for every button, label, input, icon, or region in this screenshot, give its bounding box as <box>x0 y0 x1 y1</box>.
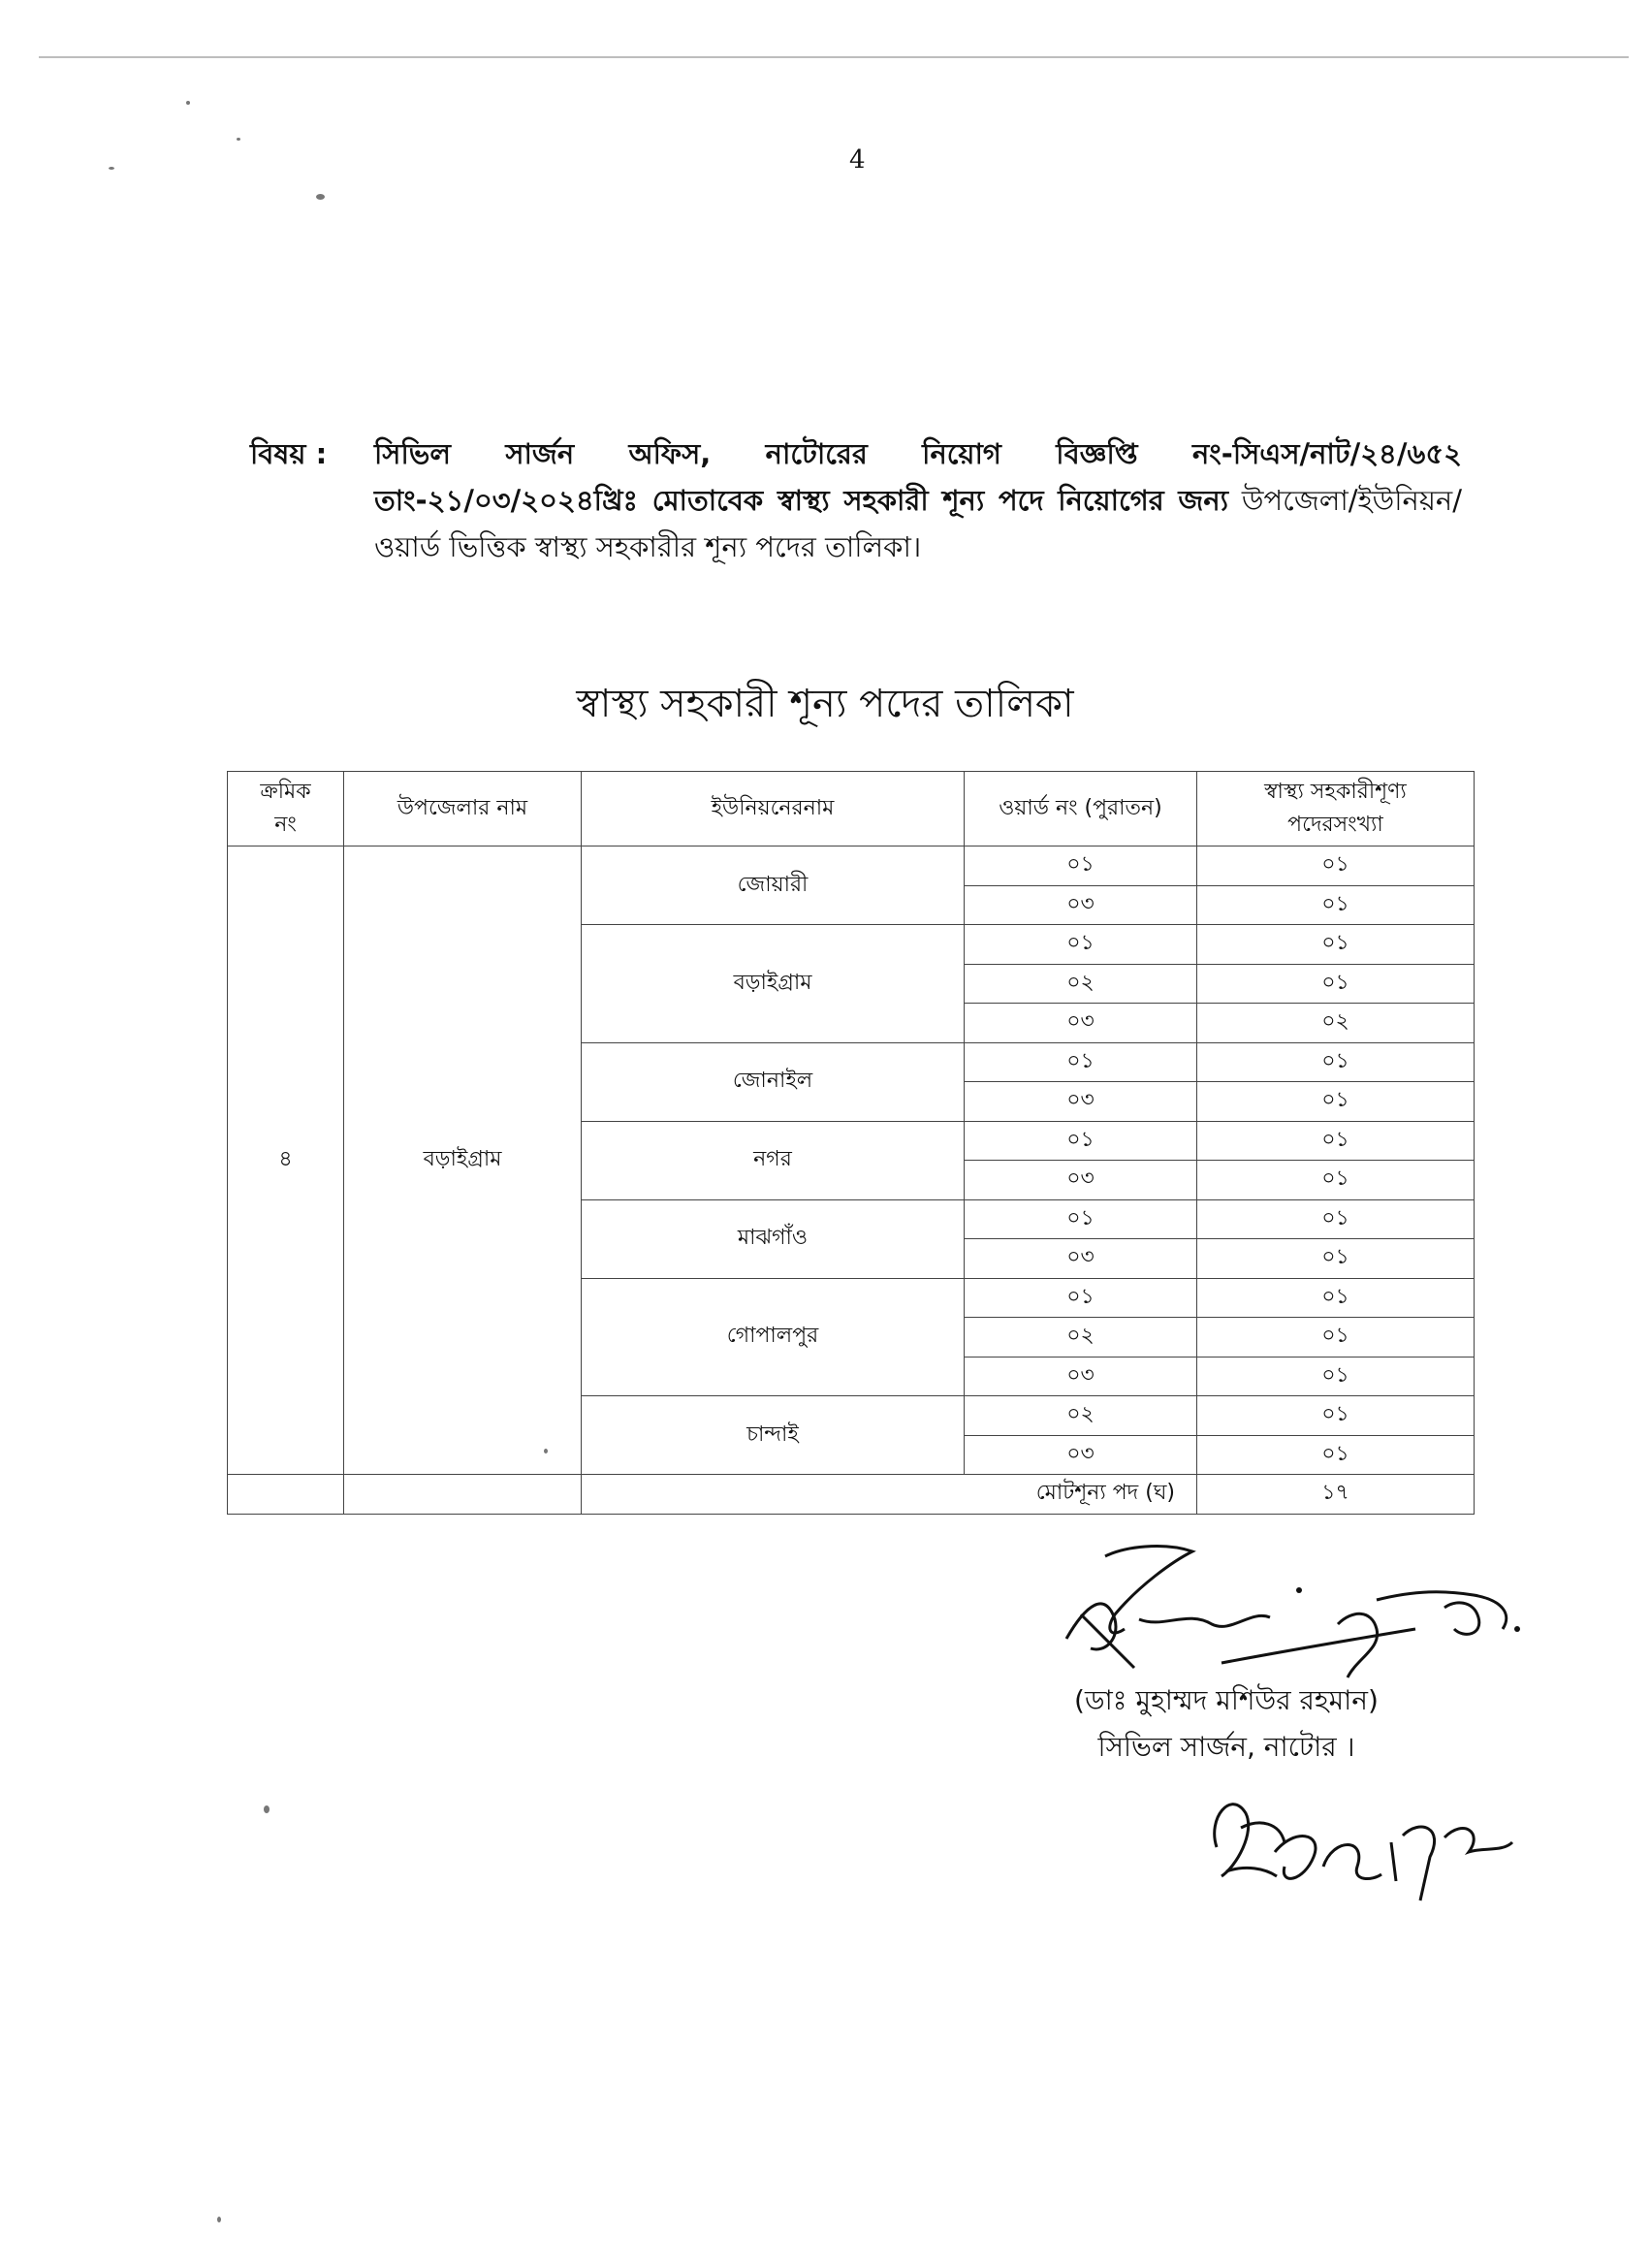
vacancy-count-cell: ০১ <box>1197 1239 1475 1279</box>
scan-speck <box>109 167 114 170</box>
vacancy-count-cell: ০১ <box>1197 1318 1475 1358</box>
ward-cell: ০১ <box>965 1121 1197 1161</box>
signatory-block <box>1023 1677 1430 1771</box>
vacancy-count-cell: ০১ <box>1197 1357 1475 1396</box>
vacancy-count-cell: ০১ <box>1197 925 1475 965</box>
vacancy-count-cell: ০১ <box>1197 1121 1475 1161</box>
vacancy-count-cell: ০১ <box>1197 1199 1475 1239</box>
header-vacancy <box>1197 772 1475 847</box>
ward-cell: ০৩ <box>965 1161 1197 1200</box>
ward-cell: ০৩ <box>965 1239 1197 1279</box>
ward-cell: ০৩ <box>965 1435 1197 1475</box>
subject-body <box>374 431 1462 570</box>
union-name-cell: নগর <box>582 1121 965 1199</box>
subject-text-bold: সিভিল সার্জন অফিস, নাটোরের নিয়োগ বিজ্ঞপ্তি নং-সিএস/নাট/২৪/৬৫২ তাং-২১/০৩/২০২৪খ্রিঃ মোতাবেক স্বাস্থ্য সহকারী শূন্য পদে নিয়োগের জন্য <box>374 437 1462 517</box>
ward-cell: ০১ <box>965 925 1197 965</box>
total-row <box>228 1475 1475 1515</box>
vacancy-table <box>227 771 1475 1515</box>
total-value: ১৭ <box>1197 1475 1475 1515</box>
subject-label: বিষয় : <box>250 437 328 470</box>
header-ward: ওয়ার্ড নং (পুরাতন) <box>965 772 1197 847</box>
total-label: মোটশূন্য পদ (ঘ) <box>582 1475 1197 1515</box>
scan-speck <box>237 138 240 141</box>
vacancy-count-cell: ০২ <box>1197 1004 1475 1043</box>
scan-speck <box>186 101 190 105</box>
ward-cell: ০৩ <box>965 1082 1197 1122</box>
header-serial-line2: নং <box>274 813 297 837</box>
vacancy-count-cell: ০১ <box>1197 1161 1475 1200</box>
vacancy-count-cell: ০১ <box>1197 885 1475 925</box>
scan-top-line <box>39 56 1629 58</box>
ward-cell: ০১ <box>965 1278 1197 1318</box>
vacancy-count-cell: ০১ <box>1197 964 1475 1004</box>
ward-cell: ০১ <box>965 847 1197 886</box>
header-vacancy-line2: পদেরসংখ্যা <box>1287 813 1383 837</box>
vacancy-count-cell: ০১ <box>1197 1396 1475 1436</box>
ward-cell: ০১ <box>965 1199 1197 1239</box>
page-number: 4 <box>849 145 866 175</box>
table-title: স্বাস্থ্য সহকারী শূন্য পদের তালিকা <box>576 682 1074 726</box>
ward-cell: ০২ <box>965 1318 1197 1358</box>
scan-speck <box>264 1805 270 1813</box>
header-union: ইউনিয়নেরনাম <box>582 772 965 847</box>
union-name-cell: মাঝগাঁও <box>582 1199 965 1278</box>
header-vacancy-line1: স্বাস্থ্য সহকারীশূণ্য <box>1264 780 1407 804</box>
vacancy-count-cell: ০১ <box>1197 1435 1475 1475</box>
header-serial <box>228 772 344 847</box>
table-header-row <box>228 772 1475 847</box>
vacancy-count-cell: ০১ <box>1197 847 1475 886</box>
signature <box>1047 1532 1551 1697</box>
header-serial-line1: ক্রমিক <box>260 780 311 804</box>
ward-cell: ০২ <box>965 964 1197 1004</box>
ward-cell: ০৩ <box>965 1357 1197 1396</box>
signatory-designation: সিভিল সার্জন, নাটোর । <box>1097 1731 1355 1763</box>
subject-text-regular: উপজেলা/ইউনিয়ন/ওয়ার্ড ভিত্তিক স্বাস্থ্য সহকারীর শূন্য পদের তালিকা। <box>374 484 1463 563</box>
ward-cell: ০৩ <box>965 885 1197 925</box>
union-name-cell: চান্দাই <box>582 1396 965 1475</box>
ward-cell: ০১ <box>965 1042 1197 1082</box>
subject-paragraph <box>250 431 1462 570</box>
serial-cell: ৪ <box>228 847 344 1475</box>
table-row <box>228 847 1475 886</box>
ward-cell: ০৩ <box>965 1004 1197 1043</box>
vacancy-count-cell: ০১ <box>1197 1082 1475 1122</box>
vacancy-count-cell: ০১ <box>1197 1278 1475 1318</box>
union-name-cell: গোপালপুর <box>582 1278 965 1396</box>
union-name-cell: বড়াইগ্রাম <box>582 925 965 1043</box>
header-upazila: উপজেলার নাম <box>344 772 582 847</box>
union-name-cell: জোয়ারী <box>582 847 965 925</box>
signatory-name: (ডাঃ মুহাম্মদ মশিউর রহমান) <box>1074 1684 1379 1716</box>
handwritten-initial-date <box>1188 1760 1537 1905</box>
union-name-cell: জোনাইল <box>582 1042 965 1121</box>
scan-speck <box>217 2217 221 2222</box>
upazila-cell: বড়াইগ্রাম <box>344 847 582 1475</box>
vacancy-count-cell: ০১ <box>1197 1042 1475 1082</box>
total-empty-cell <box>228 1475 344 1515</box>
scan-speck <box>316 194 325 200</box>
total-empty-cell <box>344 1475 582 1515</box>
ward-cell: ০২ <box>965 1396 1197 1436</box>
